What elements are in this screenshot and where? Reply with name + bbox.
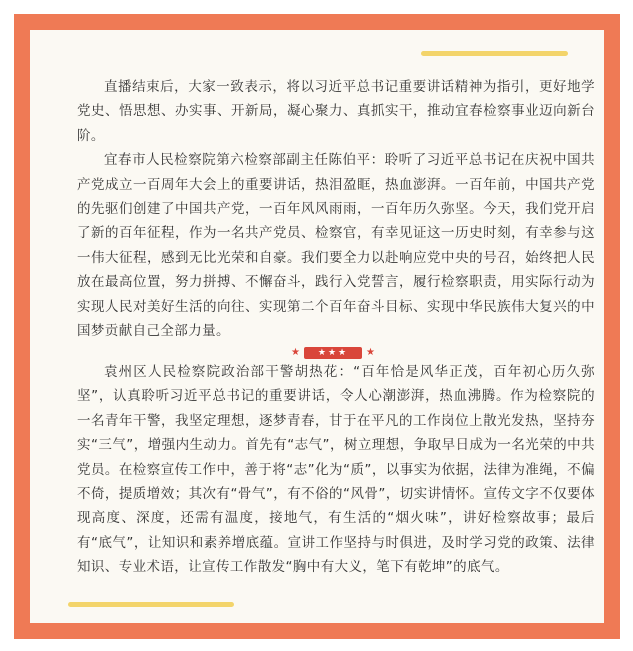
article-card xyxy=(30,30,604,623)
article-section-2 xyxy=(77,360,595,580)
bottom-accent-bar xyxy=(68,602,234,607)
article-frame xyxy=(14,14,620,639)
paragraph-chen-boping: 宜春市人民检察院第六检察部副主任陈伯平：聆听了习近平总书记在庆祝中国共产党成立一百周年大会上的重要讲话，热泪盈眶，热血澎湃。一百年前，中国共产党的先驱们创建了中国共产党，一百年风风雨雨，一百年历久弥坚。今天，我们党开启了新的百年征程，作为一名共产党员、检察官，有幸见证这一历史时刻，有幸参与这一伟大征程，感到无比光荣和自豪。我们要全力以赴响应党中央的号召，始终把人民放在最高位置，努力拼搏、不懈奋斗，践行入党誓言，履行检察职责，用实际行动为实现人民对美好生活的向往、实现第二个百年奋斗目标、实现中华民族伟大复兴的中国梦贡献自己全部力量。 xyxy=(77,152,595,340)
section-divider xyxy=(30,346,604,360)
divider-star-right-icon: ★ xyxy=(366,347,375,358)
paragraph-hu-rehua: 袁州区人民检察院政治部干警胡热花：“百年恰是风华正茂，百年初心历久弥坚”，认真聆听习近平总书记的重要讲话，令人心潮澎湃，热血沸腾。作为检察院的一名青年干警，我坚定理想，逐梦青春，甘于在平凡的工作岗位上散光发热，坚持夯实“三气”，增强内生动力。首先有“志气”，树立理想，争取早日成为一名光荣的中共党员。在检察宣传工作中，善于将“志”化为“质”，以事实为依据，法律为准绳，不偏不倚，提质增效；其次有“骨气”，有不俗的“风骨”，切实讲情怀。宣传文字不仅要体现高度、深度，还需有温度，接地气，有生活的“烟火味”，讲好检察故事；最后有“底气”，让知识和素养增底蕴。宣讲工作坚持与时俱进，及时学习党的政策、法律知识、专业术语，让宣传工作散发“胸中有大义，笔下有乾坤”的底气。 xyxy=(77,364,595,576)
article-section-1 xyxy=(77,75,595,343)
paragraph-summary: 直播结束后，大家一致表示，将以习近平总书记重要讲话精神为指引，更好地学党史、悟思想、办实事、开新局，凝心聚力、真抓实干，推动宜春检察事业迈向新台阶。 xyxy=(77,79,595,144)
divider-stars-badge: ★★★ xyxy=(304,347,362,359)
top-accent-bar xyxy=(421,51,568,56)
divider-star-left-icon: ★ xyxy=(291,347,300,358)
